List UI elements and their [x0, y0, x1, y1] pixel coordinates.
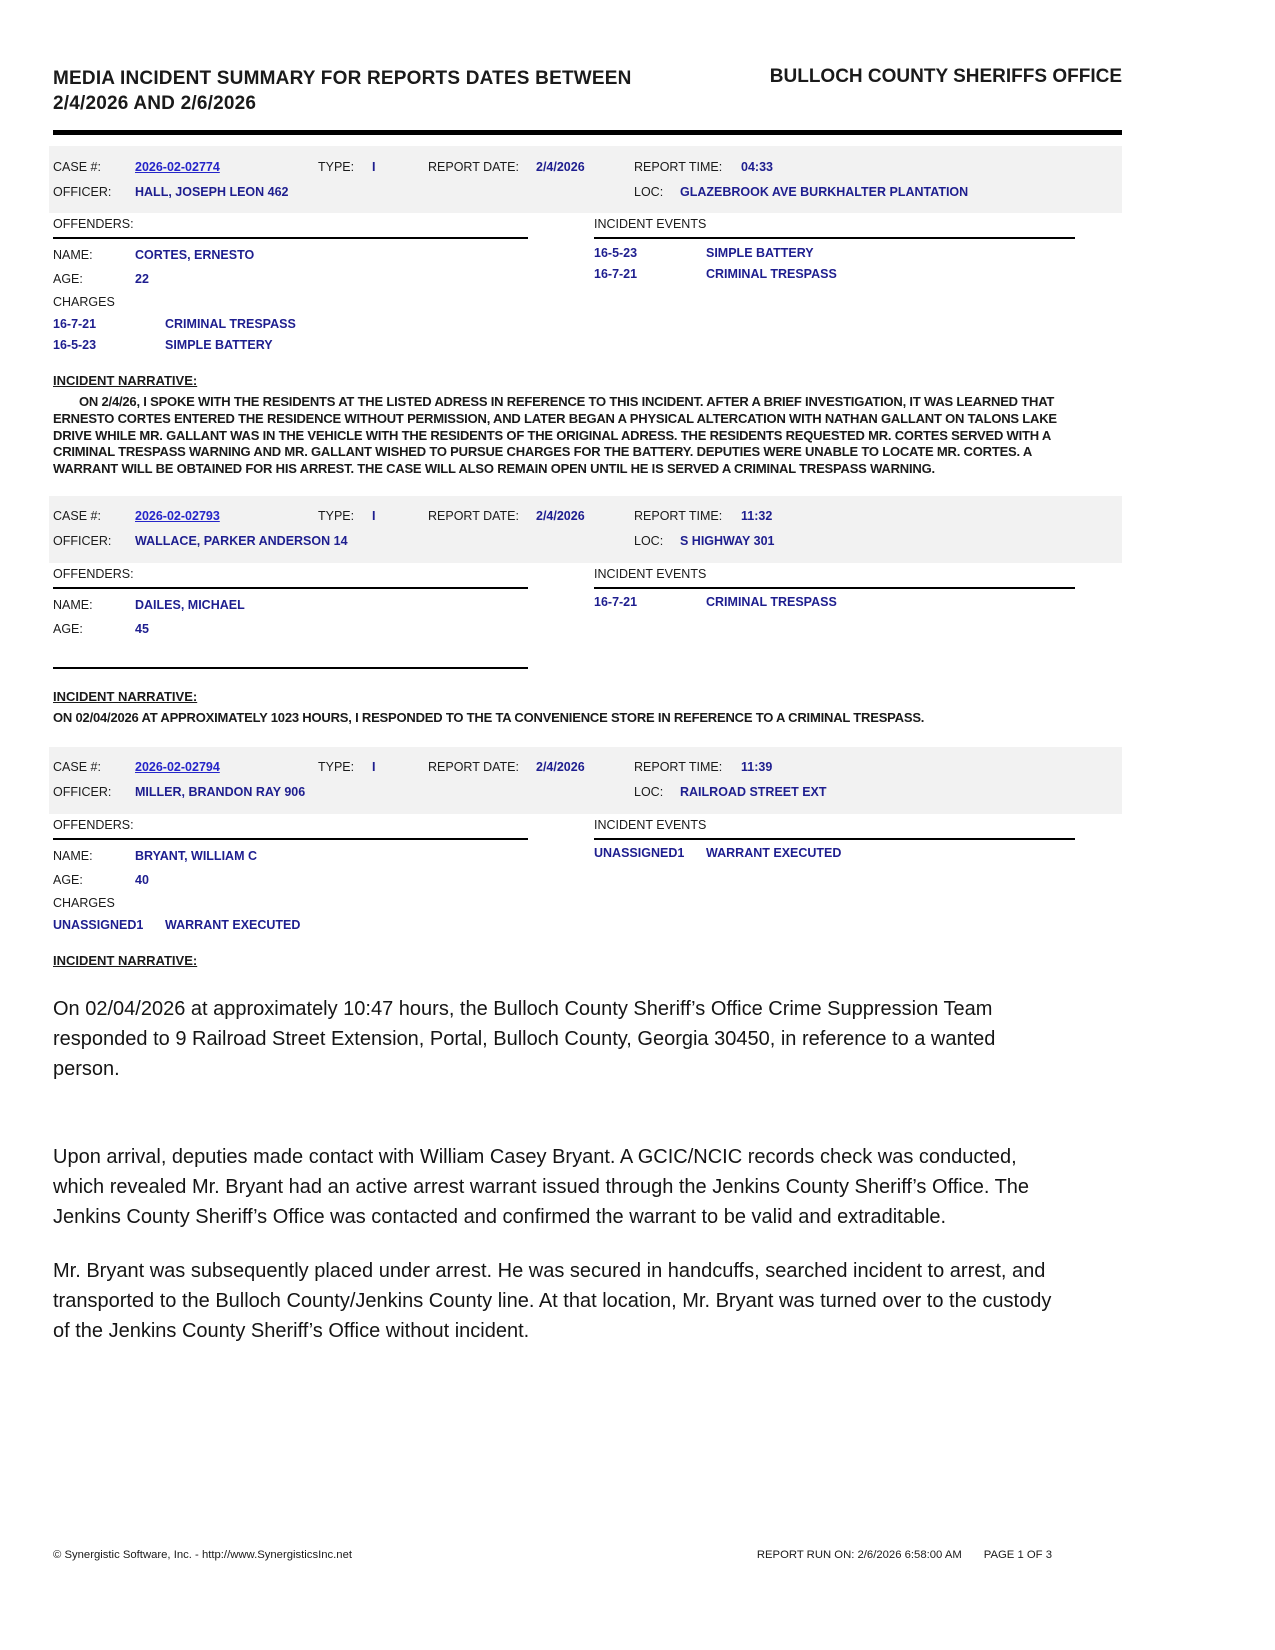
- officer-value: MILLER, BRANDON RAY 906: [135, 785, 306, 800]
- name-label: NAME:: [53, 597, 93, 612]
- event-desc: CRIMINAL TRESPASS: [706, 595, 837, 610]
- offenders-column: [53, 567, 528, 669]
- event-code: UNASSIGNED1: [594, 846, 685, 861]
- charge-code: 16-5-23: [53, 338, 97, 352]
- officer-value: HALL, JOSEPH LEON 462: [135, 184, 289, 199]
- charge-code: 16-7-21: [53, 317, 97, 331]
- officer-value: WALLACE, PARKER ANDERSON 14: [135, 534, 348, 549]
- report-date-value: 2/4/2026: [536, 509, 585, 524]
- report-time-value: 11:39: [741, 760, 773, 775]
- case-header-row2: [53, 179, 1122, 204]
- incident-events-column: [594, 217, 1075, 353]
- event-desc: WARRANT EXECUTED: [706, 846, 842, 861]
- name-label: NAME:: [53, 248, 93, 262]
- type-value: I: [372, 509, 376, 524]
- charge-desc: WARRANT EXECUTED: [165, 917, 301, 932]
- narrative-paragraph: On 02/04/2026 at approximately 10:47 hours, the Bulloch County Sheriff’s Office Crime Suppression Team responded to 9 Railroad Street Extension, Portal, Bulloch County, Georgia 30450, in reference to a wanted person.: [53, 997, 996, 1080]
- offender-name-value: CORTES, ERNESTO: [135, 248, 255, 262]
- case-header-band: [49, 747, 1122, 814]
- narrative-paragraph: Upon arrival, deputies made contact with William Casey Bryant. A GCIC/NCIC records check was conducted, which revealed Mr. Bryant had an active arrest warrant issued through the Jenkins County Sheriff’s Office. The Jenkins County Sheriff’s Office was contacted and confirmed the warrant to be valid and extraditable.: [53, 1145, 1030, 1228]
- footer-right: [757, 1549, 1052, 1561]
- case-header-band: [49, 146, 1122, 213]
- footer-copyright: © Synergistic Software, Inc. - http://www.SynergisticsInc.net: [53, 1549, 353, 1561]
- incident-events-heading: INCIDENT EVENTS: [594, 217, 1075, 239]
- offender-age-value: 40: [135, 872, 149, 887]
- charges-heading: CHARGES: [53, 295, 115, 309]
- report-time-label: REPORT TIME:: [634, 159, 723, 174]
- report-time-value: 04:33: [741, 159, 773, 174]
- case-number-label: CASE #:: [53, 159, 101, 174]
- offenders-heading: OFFENDERS:: [53, 217, 528, 239]
- location-value: RAILROAD STREET EXT: [680, 785, 827, 800]
- case-header-row1: [53, 504, 1122, 529]
- page-footer: [53, 1549, 1122, 1561]
- case-body: [53, 217, 1122, 353]
- charge-desc: CRIMINAL TRESPASS: [165, 317, 296, 331]
- report-title: MEDIA INCIDENT SUMMARY FOR REPORTS DATES BETWEEN 2/4/2026 AND 2/6/2026: [53, 68, 632, 114]
- offender-name-row: [53, 597, 528, 613]
- offenders-column: [53, 818, 528, 933]
- incident-narrative-text: ON 02/04/2026 AT APPROXIMATELY 1023 HOURS, I RESPONDED TO THE TA CONVENIENCE STORE IN REFERENCE TO A CRIMINAL TRESPASS.: [53, 709, 925, 725]
- case-number-link[interactable]: 2026-02-02793: [135, 509, 220, 524]
- location-label: LOC:: [634, 785, 664, 800]
- age-label: AGE:: [53, 272, 83, 286]
- event-row: [594, 595, 1075, 610]
- case-number-link[interactable]: 2026-02-02774: [135, 159, 220, 174]
- type-label: TYPE:: [318, 760, 355, 775]
- incident-narrative-heading: INCIDENT NARRATIVE:: [53, 688, 198, 704]
- offenders-heading: OFFENDERS:: [53, 567, 528, 589]
- type-label: TYPE:: [318, 509, 355, 524]
- event-row: [594, 266, 1075, 281]
- charge-row: [53, 316, 528, 332]
- incident-narrative-text: [53, 994, 1065, 1346]
- age-label: AGE:: [53, 621, 83, 636]
- offender-name-row: [53, 848, 528, 864]
- incident-events-column: [594, 818, 1075, 933]
- report-date-label: REPORT DATE:: [428, 159, 519, 174]
- report-time-value: 11:32: [741, 509, 773, 524]
- location-value: S HIGHWAY 301: [680, 534, 775, 549]
- report-time-label: REPORT TIME:: [634, 760, 723, 775]
- report-date-label: REPORT DATE:: [428, 760, 519, 775]
- charge-desc: SIMPLE BATTERY: [165, 338, 273, 352]
- case-header-row1: [53, 755, 1122, 780]
- officer-label: OFFICER:: [53, 534, 112, 549]
- type-value: I: [372, 760, 376, 775]
- event-desc: SIMPLE BATTERY: [706, 245, 814, 260]
- charge-row: [53, 917, 528, 933]
- report-time-label: REPORT TIME:: [634, 509, 723, 524]
- offender-age-value: 22: [135, 272, 149, 286]
- event-row: [594, 245, 1075, 260]
- report-page: [53, 0, 1122, 1370]
- report-date-value: 2/4/2026: [536, 760, 585, 775]
- charges-heading: CHARGES: [53, 895, 115, 910]
- case-number-link[interactable]: 2026-02-02794: [135, 760, 220, 775]
- location-value: GLAZEBROOK AVE BURKHALTER PLANTATION: [680, 184, 969, 199]
- incident-narrative-heading: INCIDENT NARRATIVE:: [53, 952, 198, 968]
- incident-events-heading: INCIDENT EVENTS: [594, 818, 1075, 840]
- offender-age-value: 45: [135, 621, 149, 636]
- name-label: NAME:: [53, 848, 93, 863]
- event-desc: CRIMINAL TRESPASS: [706, 266, 837, 281]
- case-number-label: CASE #:: [53, 760, 101, 775]
- event-code: 16-5-23: [594, 245, 638, 260]
- case-header-row1: [53, 154, 1122, 179]
- offender-age-row: [53, 872, 528, 888]
- report-date-label: REPORT DATE:: [428, 509, 519, 524]
- report-date-value: 2/4/2026: [536, 159, 585, 174]
- offenders-column: [53, 217, 528, 353]
- location-label: LOC:: [634, 534, 664, 549]
- case-body: [53, 818, 1122, 933]
- page-number: PAGE 1 OF 3: [983, 1549, 1052, 1561]
- header-divider: [53, 130, 1122, 135]
- offender-name-value: DAILES, MICHAEL: [135, 597, 245, 612]
- type-label: TYPE:: [318, 159, 355, 174]
- incident-narrative-heading: INCIDENT NARRATIVE:: [53, 373, 198, 388]
- location-label: LOC:: [634, 184, 664, 199]
- charge-code: UNASSIGNED1: [53, 917, 144, 932]
- type-value: I: [372, 159, 376, 174]
- officer-label: OFFICER:: [53, 184, 112, 199]
- incident-events-heading: INCIDENT EVENTS: [594, 567, 1075, 589]
- report-run-timestamp: REPORT RUN ON: 2/6/2026 6:58:00 AM: [756, 1549, 962, 1561]
- document-header: [53, 66, 1122, 116]
- offender-name-row: [53, 247, 528, 263]
- event-row: [594, 846, 1075, 861]
- case-number-label: CASE #:: [53, 509, 101, 524]
- offender-name-value: BRYANT, WILLIAM C: [135, 848, 257, 863]
- event-code: 16-7-21: [594, 595, 638, 610]
- agency-title: BULLOCH COUNTY SHERIFFS OFFICE: [769, 66, 1122, 87]
- offenders-end-divider: [53, 667, 528, 669]
- case-header-band: [49, 496, 1122, 563]
- narrative-paragraph: Mr. Bryant was subsequently placed under arrest. He was secured in handcuffs, searched incident to arrest, and transported to the Bulloch County/Jenkins County line. At that location, Mr. Bryant was turned over to the custody of the Jenkins County Sheriff’s Office without incident.: [53, 1259, 1052, 1342]
- event-code: 16-7-21: [594, 266, 638, 281]
- officer-label: OFFICER:: [53, 785, 112, 800]
- case-header-row2: [53, 780, 1122, 805]
- incident-narrative-text: ON 2/4/26, I SPOKE WITH THE RESIDENTS AT THE LISTED ADRESS IN REFERENCE TO THIS INCIDENT. AFTER A BRIEF INVESTIGATION, IT WAS LEARNED THAT ERNESTO CORTES ENTERED THE RESIDENCE WITHOUT PERMISSION, AND LATER BEGAN A PHYSICAL ALTERCATION WITH NATHAN GALLANT ON TALONS LAKE DRIVE WHILE MR. GALLANT WAS IN THE VEHICLE WITH THE RESIDENTS OF THE ORIGINAL ADRESS. THE RESIDENTS REQUESTED MR. CORTES SERVED WITH A CRIMINAL TRESPASS WARNING AND MR. GALLANT WISHED TO PURSUE CHARGES FOR THE BATTERY. DEPUTIES WERE UNABLE TO LOCATE MR. CORTES. A WARRANT WILL BE OBTAINED FOR HIS ARREST. THE CASE WILL ALSO REMAIN OPEN UNTIL HE IS SERVED A CRIMINAL TRESPASS WARNING.: [53, 394, 1057, 477]
- incident-events-column: [594, 567, 1075, 669]
- charge-row: [53, 337, 528, 353]
- case-header-row2: [53, 529, 1122, 554]
- offender-age-row: [53, 621, 528, 637]
- offenders-heading: OFFENDERS:: [53, 818, 528, 840]
- case-body: [53, 567, 1122, 669]
- age-label: AGE:: [53, 872, 83, 887]
- offender-age-row: [53, 271, 528, 287]
